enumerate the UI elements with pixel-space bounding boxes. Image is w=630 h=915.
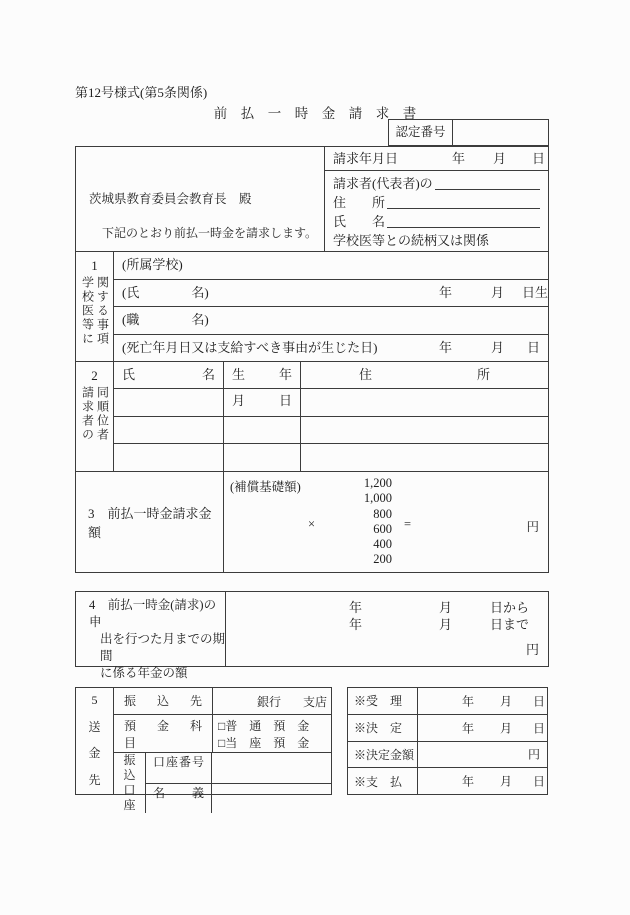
month-label: 月	[500, 721, 513, 736]
declaration: 下記のとおり前払一時金を請求します。	[102, 226, 318, 240]
section1-vertical-label-left: 学校医等に	[80, 276, 95, 346]
addressee-cell	[76, 147, 325, 251]
multiplier-list	[322, 476, 392, 568]
form-title: 前 払 一 時 金 請 求 書	[213, 106, 417, 121]
claimant-name-line	[333, 212, 542, 231]
year-label: 年	[462, 694, 475, 709]
section3-formula-cell	[224, 472, 548, 572]
year-label: 年	[439, 284, 453, 300]
request-date-row	[325, 147, 548, 171]
section2-co-claimants	[76, 362, 548, 472]
death-date-row	[114, 335, 548, 362]
job-title-row	[114, 307, 548, 335]
multiplier-value: 800	[373, 506, 392, 521]
day-label: 日	[532, 151, 546, 166]
certification-number-value	[453, 120, 548, 145]
name-cell	[114, 389, 224, 416]
multiplier-value: 400	[373, 537, 392, 552]
transfer-account-label-line1: 振 込	[123, 753, 148, 782]
certification-number-box	[388, 119, 549, 146]
office-use-table	[347, 687, 548, 795]
day-label: 日	[533, 721, 546, 736]
section1-school-doctor	[76, 252, 548, 362]
received-label: ※受 理	[348, 688, 418, 714]
doctor-name-row	[114, 280, 548, 308]
claimant-address-line	[333, 193, 542, 212]
address-cell	[301, 417, 548, 444]
address-underline	[387, 208, 540, 209]
bank-label: 銀行	[256, 694, 281, 709]
section4-label-cell	[76, 592, 226, 680]
section2-number: 2	[91, 368, 98, 383]
certification-number-label: 認定番号	[389, 120, 453, 145]
section2-header-row	[114, 362, 548, 408]
section4-label-line1: 4 前払一時金(請求)の申	[89, 598, 217, 629]
claimant-underline	[435, 189, 540, 190]
account-number-subrow	[146, 753, 331, 784]
multiplier-value: 600	[373, 521, 392, 536]
section4-pension-amount	[75, 591, 549, 680]
job-title-label: (職 名)	[122, 312, 209, 327]
school-row	[114, 252, 548, 280]
paid-date-cell	[418, 768, 547, 794]
section3-label-cell	[76, 472, 224, 572]
section5-remittance	[75, 687, 332, 812]
account-holder-label: 名 義	[146, 784, 212, 814]
office-row-decided	[348, 715, 547, 742]
branch-label: 支店	[302, 694, 327, 709]
transfer-account-row	[114, 753, 331, 813]
address-cell	[301, 389, 548, 416]
account-type-label: 預 金 科 目	[124, 718, 215, 750]
form-number: 第12号様式(第5条関係)	[75, 85, 208, 100]
transfer-destination-label: 振 込 先	[114, 688, 213, 714]
compensation-base-label: (補償基礎額)	[230, 480, 301, 494]
name-cell	[114, 444, 224, 471]
name-underline	[387, 227, 540, 228]
account-holder-subrow	[146, 784, 331, 814]
section5-side-label	[76, 688, 114, 794]
school-label: (所属学校)	[122, 257, 183, 272]
death-date-label: (死亡年月日又は支給すべき事由が生じた日)	[122, 339, 378, 355]
claimant-address-label: 住 所	[333, 195, 386, 210]
received-date-cell	[418, 688, 547, 714]
co-claimant-row-2	[114, 417, 548, 445]
day-label: 日	[527, 339, 541, 355]
section3-label: 3 前払一時金請求金額	[88, 506, 212, 540]
section2-vertical-label-left: 請求者の	[80, 386, 95, 442]
transfer-account-label	[114, 753, 146, 813]
section5-number: 5	[91, 693, 98, 707]
column-header-address: 住 所	[359, 367, 490, 382]
month-label: 月	[439, 617, 453, 632]
yen-label: 円	[526, 520, 539, 534]
month-label: 月	[439, 600, 453, 615]
co-claimant-row-1	[114, 389, 548, 417]
day-to-label: 日まで	[490, 617, 530, 632]
doctor-name-label: (氏 名)	[122, 284, 209, 300]
checkbox-ordinary-deposit: □普 通 預 金	[218, 719, 310, 733]
decided-amount-cell	[418, 742, 547, 768]
request-date-label: 請求年月日	[333, 151, 399, 166]
transfer-destination-row	[114, 688, 331, 715]
multiplier-value: 1,000	[363, 491, 392, 506]
year-label: 年	[462, 721, 475, 736]
birthdate-cell	[224, 417, 301, 444]
section4-label-line2: 出を行つた月までの期間	[100, 632, 226, 663]
year-label: 年	[349, 617, 363, 632]
section1-side-label	[76, 252, 114, 361]
claimant-info-block	[325, 171, 548, 251]
year-label: 年	[452, 151, 466, 166]
checkbox-current-deposit: □当 座 預 金	[218, 736, 310, 750]
multiplier-value: 1,200	[363, 476, 392, 490]
addressee: 茨城県教育委員会教育長 殿	[89, 192, 252, 206]
section5-vertical-char: 送	[88, 719, 101, 734]
claimant-prefix-label: 請求者(代表者)の	[333, 176, 433, 191]
yen-label: 円	[527, 747, 540, 762]
column-header-birthdate: 生 年 月 日	[224, 362, 301, 388]
year-label: 年	[349, 600, 363, 615]
co-claimant-row-3	[114, 444, 548, 471]
birthdate-cell	[224, 389, 301, 416]
day-label: 日	[533, 694, 546, 709]
relation-label: 学校医等との続柄又は関係	[333, 233, 490, 248]
section2-vertical-label-right: 同順位者	[95, 386, 110, 442]
main-table	[75, 146, 549, 573]
section2-side-label	[76, 362, 114, 471]
section4-period-cell	[226, 592, 548, 666]
year-label: 年	[439, 339, 453, 355]
section5-vertical-char: 金	[88, 746, 101, 761]
account-holder-cell	[212, 784, 331, 814]
request-header-row	[76, 147, 548, 252]
address-cell	[301, 444, 548, 471]
birthdate-cell	[224, 444, 301, 471]
bank-branch-cell	[213, 688, 331, 714]
section4-label-line3: に係る年金の額	[100, 666, 188, 680]
paid-label: ※支 払	[348, 768, 418, 794]
decided-date-cell	[418, 715, 547, 741]
section1-vertical-label-right: 関する事項	[95, 276, 110, 346]
year-label: 年	[462, 774, 475, 789]
multiplier-value: 200	[373, 552, 392, 567]
day-from-label: 日から	[490, 600, 530, 615]
office-row-decided-amount	[348, 742, 547, 769]
decided-label: ※決 定	[348, 715, 418, 741]
account-number-cell	[212, 753, 331, 783]
account-number-label: 口座番号	[146, 753, 212, 783]
claimant-relation-line	[333, 231, 542, 250]
office-row-paid	[348, 768, 547, 794]
decided-amount-label: ※決定金額	[348, 742, 418, 768]
account-type-row	[114, 715, 331, 753]
column-header-name: 氏 名	[114, 362, 224, 388]
name-cell	[114, 417, 224, 444]
equals-sign: =	[404, 517, 412, 531]
account-type-options	[213, 715, 331, 752]
month-label: 月	[500, 774, 513, 789]
section5-vertical-char: 先	[88, 772, 101, 787]
transfer-account-label-line2: 口 座	[123, 783, 148, 812]
day-born-label: 日生	[522, 284, 549, 300]
month-label: 月	[491, 339, 505, 355]
month-label: 月	[500, 694, 513, 709]
multiply-sign: ×	[308, 517, 316, 531]
yen-label: 円	[525, 642, 539, 657]
month-label: 月	[493, 151, 507, 166]
office-row-received	[348, 688, 547, 715]
month-label: 月	[491, 284, 505, 300]
claimant-prefix-line	[333, 174, 542, 193]
account-type-label-cell	[114, 715, 213, 752]
claimant-name-label: 氏 名	[333, 214, 386, 229]
section3-claim-amount	[76, 472, 548, 572]
section1-number: 1	[91, 258, 98, 273]
day-label: 日	[533, 774, 546, 789]
